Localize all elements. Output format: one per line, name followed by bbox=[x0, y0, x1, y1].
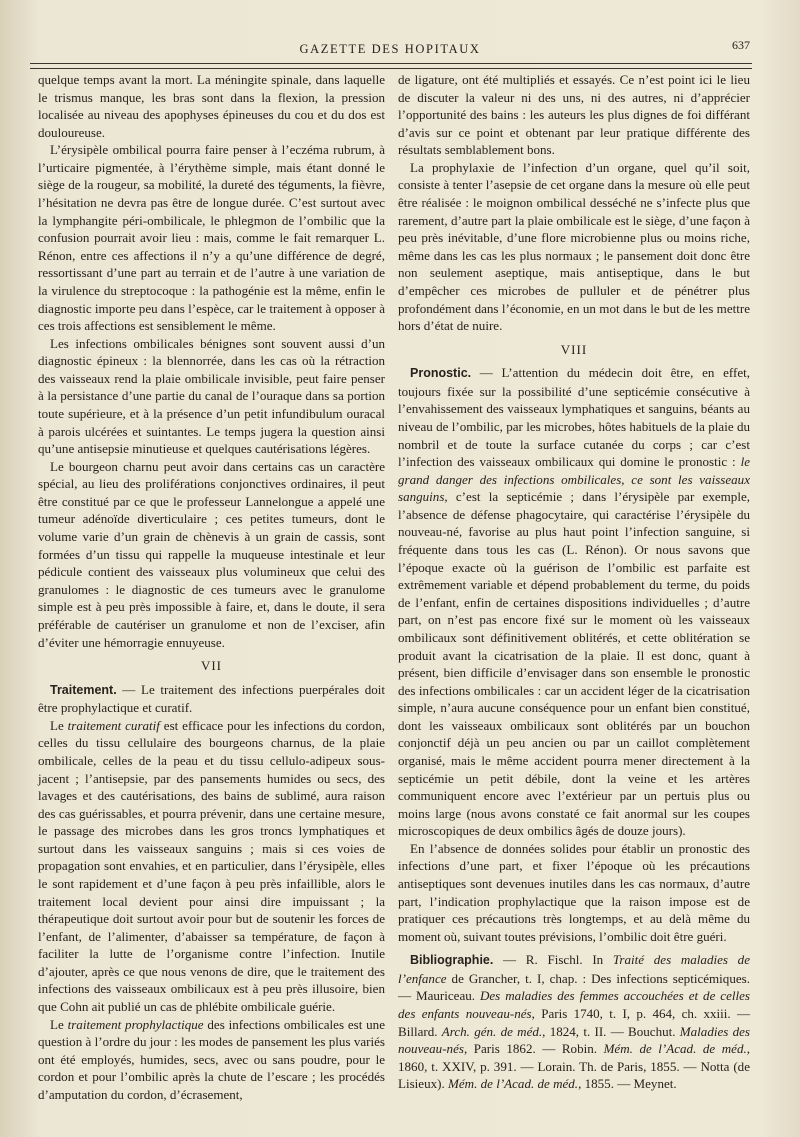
paragraph-prophylactique bbox=[38, 1016, 385, 1104]
paragraph-traitement bbox=[38, 681, 385, 717]
paragraph-pronostic bbox=[398, 364, 750, 840]
paragraph: Les infections ombilicales bénignes sont souvent aussi d’un diagnostic épineux : la blennorrée, dans les cas où la rétraction des vaisseaux rend la plaie ombilicale invisible, peut faire penser à la persistance d’une partie du canal de l’ouraque dans sa portion toute supérieure, et à la présence d’un petit infundibulum ouracal à parois ulcérées et suintantes. Le temps jugera la question ainsi qu’une antisepsie minutieuse et quelques cautérisations légères. bbox=[38, 335, 385, 457]
bib-text: , Paris 1862. — Robin. bbox=[463, 1041, 604, 1057]
bib-text: , Paris 1740, t. I, p. 464, ch. xxiii. — Billard. bbox=[398, 1006, 750, 1039]
journal-title: GAZETTE DES HOPITAUX bbox=[299, 42, 481, 56]
bib-title: Arch. gén. de méd. bbox=[441, 1023, 543, 1039]
bib-title: Des maladies des femmes accouchées et de celles des enfants nouveau-nés bbox=[398, 988, 750, 1022]
lead-word: Bibliographie. bbox=[410, 953, 494, 968]
bibliography bbox=[398, 951, 750, 1093]
paragraph-curatif bbox=[38, 717, 385, 1016]
paragraph-text: Le bbox=[50, 717, 68, 733]
bib-title: Mém. de l’Acad. de méd. bbox=[448, 1076, 579, 1092]
paragraph-text: Le bbox=[50, 1016, 68, 1032]
bib-title: Traité des maladies de l’enfance bbox=[398, 952, 750, 986]
bibliography-text bbox=[398, 951, 750, 1093]
page-header bbox=[30, 38, 750, 58]
paragraph: de ligature, ont été multipliés et essayés. Ce n’est point ici le lieu de discuter la valeur ni des uns, ni des autres, ni d’apprécier l’opportunité des bains : les auteurs les plus dignes de foi différant d’avis sur ce point et obtenant par leur pratique différente des résultats semblablement bons. bbox=[398, 72, 750, 158]
paragraph-text: — L’attention du médecin doit être, en effet, toujours fixée sur la possibilité d’une septicémie consécutive à l’envahissement des vaisseaux lymphatiques et sanguins, béants au niveau de l’ombilic, par les microbes, hôtes habituels de la plaie du nombril et de toute la surface cutanée du corps ; car c’est l’infection des vaisseaux ombilicaux qui domine le pronostic : bbox=[398, 365, 750, 470]
right-column bbox=[398, 71, 750, 1093]
bib-text: de Grancher, t. I, chap. : Des infections septicémiques. — Mauriceau. bbox=[398, 970, 750, 1004]
paragraph: La prophylaxie de l’infection d’un organe, quel qu’il soit, consiste à tenter l’asepsie de cet organe dans la mesure où elle peut être réalisée : le moignon ombilical desséché ne s’infecte plus que rarement, d’autre part la plaie ombilicale est le siège, d’une façon à peu près inévitable, d’une flore microbienne plus ou moins riche, même dans les cas les plus normaux ; le pansement doit donc être non seulement aseptique, mais antiseptique, dans le but d’empêcher ces microbes de pulluler et de pénétrer plus profondément dans l’économie, en un mot dans le but de les mettre hors d’état de nuire. bbox=[398, 159, 750, 334]
paragraph: quelque temps avant la mort. La méningite spinale, dans laquelle le trismus manque, les bras sont dans la flexion, la pression localisée au niveau des apophyses épineuses du cou et du dos est douloureuse. bbox=[38, 72, 385, 140]
paragraph: Le bourgeon charnu peut avoir dans certains cas un caractère spécial, au lieu des proliférations conjonctives ordinaires, il peut être constitué par ce que le professeur Lannelongue a appelé une tumeur adénoïde diverticulaire ; ces petites tumeurs, dont le volume varie d’un grain de chènevis à un grain de cassis, sont formées d’un tissu qui rappelle la muqueuse intestinale et leur pédicule contient des vaisseaux plus volumineux que celui des granulomes : le diagnostic de ces tumeurs avec le granulome simple est à peu près impossible à faire, et, dans le doute, il sera préférable de cautériser un granulome et non de l’exciser, afin d’éviter une hémorragie ennuyeuse. bbox=[38, 458, 385, 650]
lead-word: Pronostic. bbox=[410, 366, 472, 381]
paragraph-text: des infections ombilicales est une question à l’ordre du jour : les modes de pansement les plus variés ont été employés, humides, secs, avec ou sans poudre, pour le cordon et pour l’ombilic après la chute de l’escare ; les procédés d’amputation du cordon, d’écrasement, bbox=[38, 1016, 385, 1102]
header-rule bbox=[30, 63, 752, 69]
bib-text: — R. Fischl. In bbox=[493, 952, 613, 968]
italic-term: traitement curatif bbox=[67, 717, 160, 733]
lead-word: Traitement. bbox=[50, 682, 117, 697]
paragraph-text: — Le traitement des infections puerpérales doit être prophylactique et curatif. bbox=[38, 681, 385, 716]
paragraph: En l’absence de données solides pour établir un pronostic des infections d’une part, et fixer l’époque où les précautions antiseptiques sont devenues inutiles dans les cas normaux, d’autre part, l’indication prophylactique que la raison impose est de pratiquer ces précautions très longtemps, et au delà même du moment où, suivant toutes prévisions, l’ombilic doit être guéri. bbox=[398, 840, 750, 944]
section-heading-viii: VIII bbox=[560, 341, 588, 357]
paragraph: L’érysipèle ombilical pourra faire penser à l’eczéma rubrum, à l’urticaire pigmentée, à l’érythème simple, mais étant donné le siège de la rougeur, sa mobilité, la dureté des téguments, la fièvre, l’hésitation ne devra pas être de longue durée. C’est surtout avec la lymphangite péri-ombilicale, le phlegmon de l’ombilic que la confusion pourrait avoir lieu : mais, comme le fait remarquer L. Rénon, entre ces affections il n’y a qu’une différence de degré, ressortissant d’une part au terrain et de l’autre à une variation de la virulence du streptocoque : la pathogénie est la même, enfin le diagnostic importe peu dans l’espèce, car le traitement à opposer à ces trois affections est sensiblement le même. bbox=[38, 142, 385, 334]
bib-title: Mém. de l’Acad. de méd. bbox=[603, 1041, 747, 1057]
italic-term: traitement prophylactique bbox=[67, 1016, 204, 1032]
paragraph-text: est efficace pour les infections du cordon, celles du tissu cellulaire des bourgeons charnus, de la plaie ombilicale, celles de la peau et du tissu cellulo-adipeux sous-jacent ; l’antisepsie, par des pansements humides ou secs, des lavages et des cautérisations, des bains de sublimé, aura raison des cas guérissables, et pourra prévenir, dans une certaine mesure, le passage des microbes dans les gros troncs lymphatiques et surtout dans les vaisseaux sanguins ; mais si ces voies de propagation sont envahies, et en particulier, dans l’érysipèle, elles le sont rapidement et d’une façon à peu près infaillible, alors le traitement local devient pour ainsi dire impuissant ; la thérapeutique doit surtout avoir pour but de soutenir les forces de l’enfant, de l’alimenter, d’abaisser sa température, de façon à faciliter la lutte de l’organisme contre l’infection. Inutile d’ajouter, après ce que nous venons de dire, que le traitement des infections des vaisseaux ombilicaux est à peu près illusoire, bien que Cohn ait publié un cas de phlébite ombilicale guérie. bbox=[38, 717, 385, 1015]
left-column bbox=[38, 71, 385, 1104]
bib-title: Maladies des nouveau-nés bbox=[398, 1023, 751, 1057]
bib-text: , 1860, t. XXIV, p. 391. — Lorain. Th. de Paris, 1855. — Notta (de Lisieux). bbox=[398, 1041, 750, 1092]
paragraph-text: , c’est la septicémie ; dans l’érysipèle par exemple, l’absence de défense phagocytaire, qui caractérise l’érysipèle du nouveau-né, favorise au plus haut point l’infection sanguine, si fréquente dans tous les cas (L. Rénon). Or nous savons que l’époque exacte où la guérison de l’ombilic est parfaite est extrêmement variable et dépend probablement du terme, du poids de l’enfant, enfin de certaines dispositions individuelles ; d’autre part, on n’est pas encore fixé sur le moment où les vaisseaux ombilicaux sont définitivement oblitérés, et cette oblitération se produit avant la cicatrisation de la plaie. Il est donc, quant à présent, bien difficile d’envisager dans son ensemble le pronostic des infections ombilicales : car un accident léger de la cicatrisation simple, n’aura aucune conséquence pour un enfant bien constitué, dont les vaisseaux ombilicaux sont oblitérés par un bouchon conjonctif déjà un peu ancien ou par un caillot complètement organisé, mais le même accident pourra mener directement à la septicémie un petit débile, dont la veine et les artères communiquent encore avec l’extérieur par un pertuis plus ou moins large (nous avons constaté ce fait anormal sur les coupes microscopiques de deux ombilics âgés de douze jours). bbox=[398, 489, 750, 839]
bib-text: , 1855. — Meynet. bbox=[578, 1076, 677, 1092]
page-number: 637 bbox=[732, 38, 750, 52]
section-heading-vii: VII bbox=[200, 658, 223, 674]
bib-text: , 1824, t. II. — Bouchut. bbox=[542, 1023, 680, 1039]
italic-phrase: le grand danger des infections ombilicales, ce sont les vaisseaux sanguins bbox=[398, 454, 750, 505]
